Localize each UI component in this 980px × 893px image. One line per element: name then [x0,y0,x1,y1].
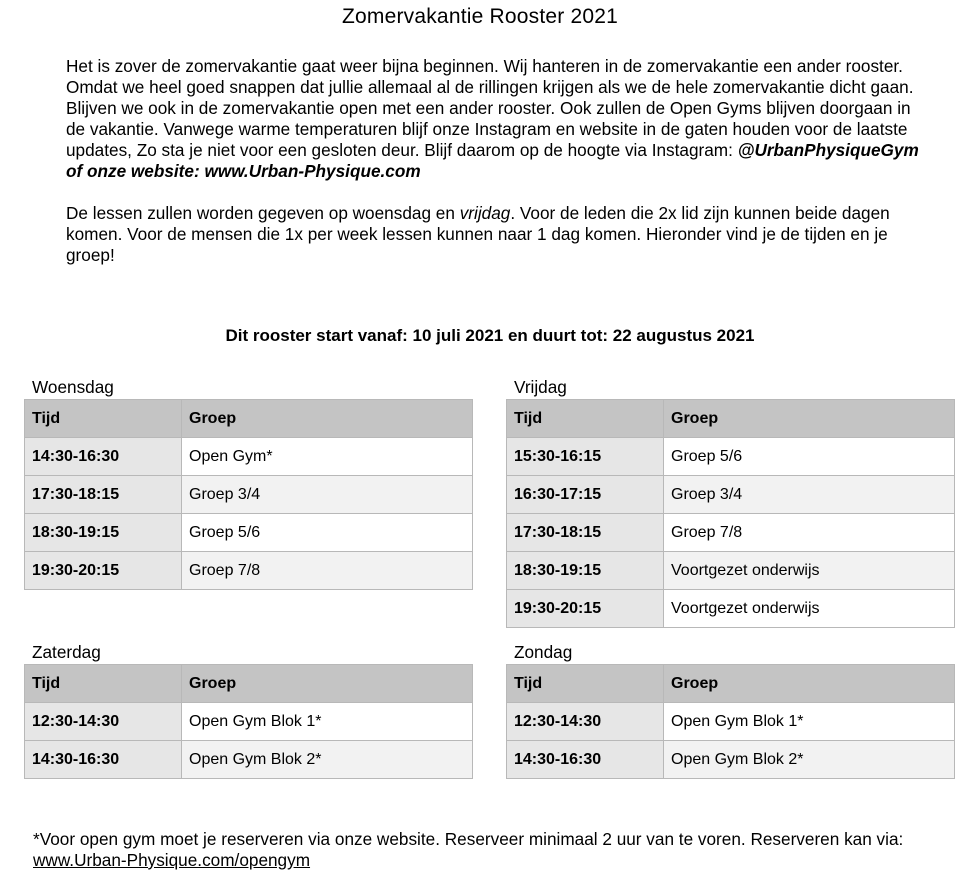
column-header-time: Tijd [25,400,182,438]
table-header-row [507,400,955,438]
day-block-woensdag [24,375,473,590]
intro-p2-italic: vrijdag [459,203,511,223]
table-row [507,438,955,476]
column-header-time: Tijd [507,400,664,438]
day-title-vrijdag: Vrijdag [514,377,567,397]
group-cell: Groep 7/8 [664,514,955,552]
time-cell: 19:30-20:15 [25,552,182,590]
intro-text [66,56,926,266]
column-header-time: Tijd [25,665,182,703]
time-cell: 14:30-16:30 [507,741,664,779]
footer-note [33,829,943,871]
group-cell: Open Gym* [182,438,473,476]
table-row [25,476,473,514]
group-cell: Groep 3/4 [664,476,955,514]
day-title-woensdag: Woensdag [32,377,114,397]
column-header-group: Groep [664,400,955,438]
time-cell: 17:30-18:15 [507,514,664,552]
schedule-table-woensdag [24,399,473,590]
column-header-group: Groep [664,665,955,703]
time-cell: 14:30-16:30 [25,438,182,476]
time-cell: 17:30-18:15 [25,476,182,514]
intro-p2-after: . Voor de leden die 2x lid zijn kunnen beide dagen komen. Voor de mensen die 1x per week lessen kunnen naar 1 dag komen. Hieronder vind je de tijden en je groep! [66,203,890,265]
group-cell: Open Gym Blok 1* [182,703,473,741]
table-row [25,552,473,590]
table-header-row [25,400,473,438]
group-cell: Open Gym Blok 1* [664,703,955,741]
day-title-zondag: Zondag [514,642,573,662]
group-cell: Voortgezet onderwijs [664,552,955,590]
table-header-row [507,665,955,703]
opengym-link[interactable]: www.Urban-Physique.com/opengym [33,850,311,870]
table-row [25,438,473,476]
schedule-table-zondag [506,664,955,779]
schedule-table-zaterdag [24,664,473,779]
table-row [507,514,955,552]
intro-paragraph-1 [66,56,926,182]
schedule-table-vrijdag [506,399,955,628]
intro-p1-emphasis: @UrbanPhysiqueGym of onze website: www.Urban-Physique.com [66,140,919,181]
column-header-group: Groep [182,665,473,703]
column-header-group: Groep [182,400,473,438]
time-cell: 19:30-20:15 [507,590,664,628]
time-cell: 18:30-19:15 [507,552,664,590]
group-cell: Voortgezet onderwijs [664,590,955,628]
table-row [507,703,955,741]
group-cell: Open Gym Blok 2* [182,741,473,779]
schedule-period: Dit rooster start vanaf: 10 juli 2021 en duurt tot: 22 augustus 2021 [225,326,755,345]
time-cell: 14:30-16:30 [25,741,182,779]
table-row [25,741,473,779]
time-cell: 15:30-16:15 [507,438,664,476]
group-cell: Groep 7/8 [182,552,473,590]
time-cell: 12:30-14:30 [25,703,182,741]
footer-text: *Voor open gym moet je reserveren via onze website. Reserveer minimaal 2 uur van te voren. Reserveren kan via: [33,829,904,849]
time-cell: 18:30-19:15 [25,514,182,552]
intro-p2-before: De lessen zullen worden gegeven op woensdag en [66,203,460,223]
day-block-zondag [506,640,955,779]
table-row [507,741,955,779]
time-cell: 16:30-17:15 [507,476,664,514]
intro-paragraph-2 [66,203,926,266]
day-title-zaterdag: Zaterdag [32,642,101,662]
table-row [25,514,473,552]
group-cell: Groep 5/6 [664,438,955,476]
table-header-row [25,665,473,703]
column-header-time: Tijd [507,665,664,703]
group-cell: Groep 5/6 [182,514,473,552]
table-row [507,590,955,628]
day-block-zaterdag [24,640,473,779]
table-row [507,552,955,590]
intro-p1-text: Het is zover de zomervakantie gaat weer bijna beginnen. Wij hanteren in de zomervakantie een ander rooster. Omdat we heel goed snappen dat jullie allemaal al de rillingen krijgen als we de hele zomervakantie dicht gaan. Blijven we ook in de zomervakantie open met een ander rooster. Ook zullen de Open Gyms blijven doorgaan in de vakantie. Vanwege warme temperaturen blijf onze Instagram en website in de gaten houden voor de laatste updates, Zo sta je niet voor een gesloten deur. Blijf daarom op de hoogte via Instagram: [66,56,914,160]
page-title: Zomervakantie Rooster 2021 [341,5,618,28]
table-row [507,476,955,514]
day-block-vrijdag [506,375,955,628]
group-cell: Open Gym Blok 2* [664,741,955,779]
group-cell: Groep 3/4 [182,476,473,514]
table-row [25,703,473,741]
time-cell: 12:30-14:30 [507,703,664,741]
